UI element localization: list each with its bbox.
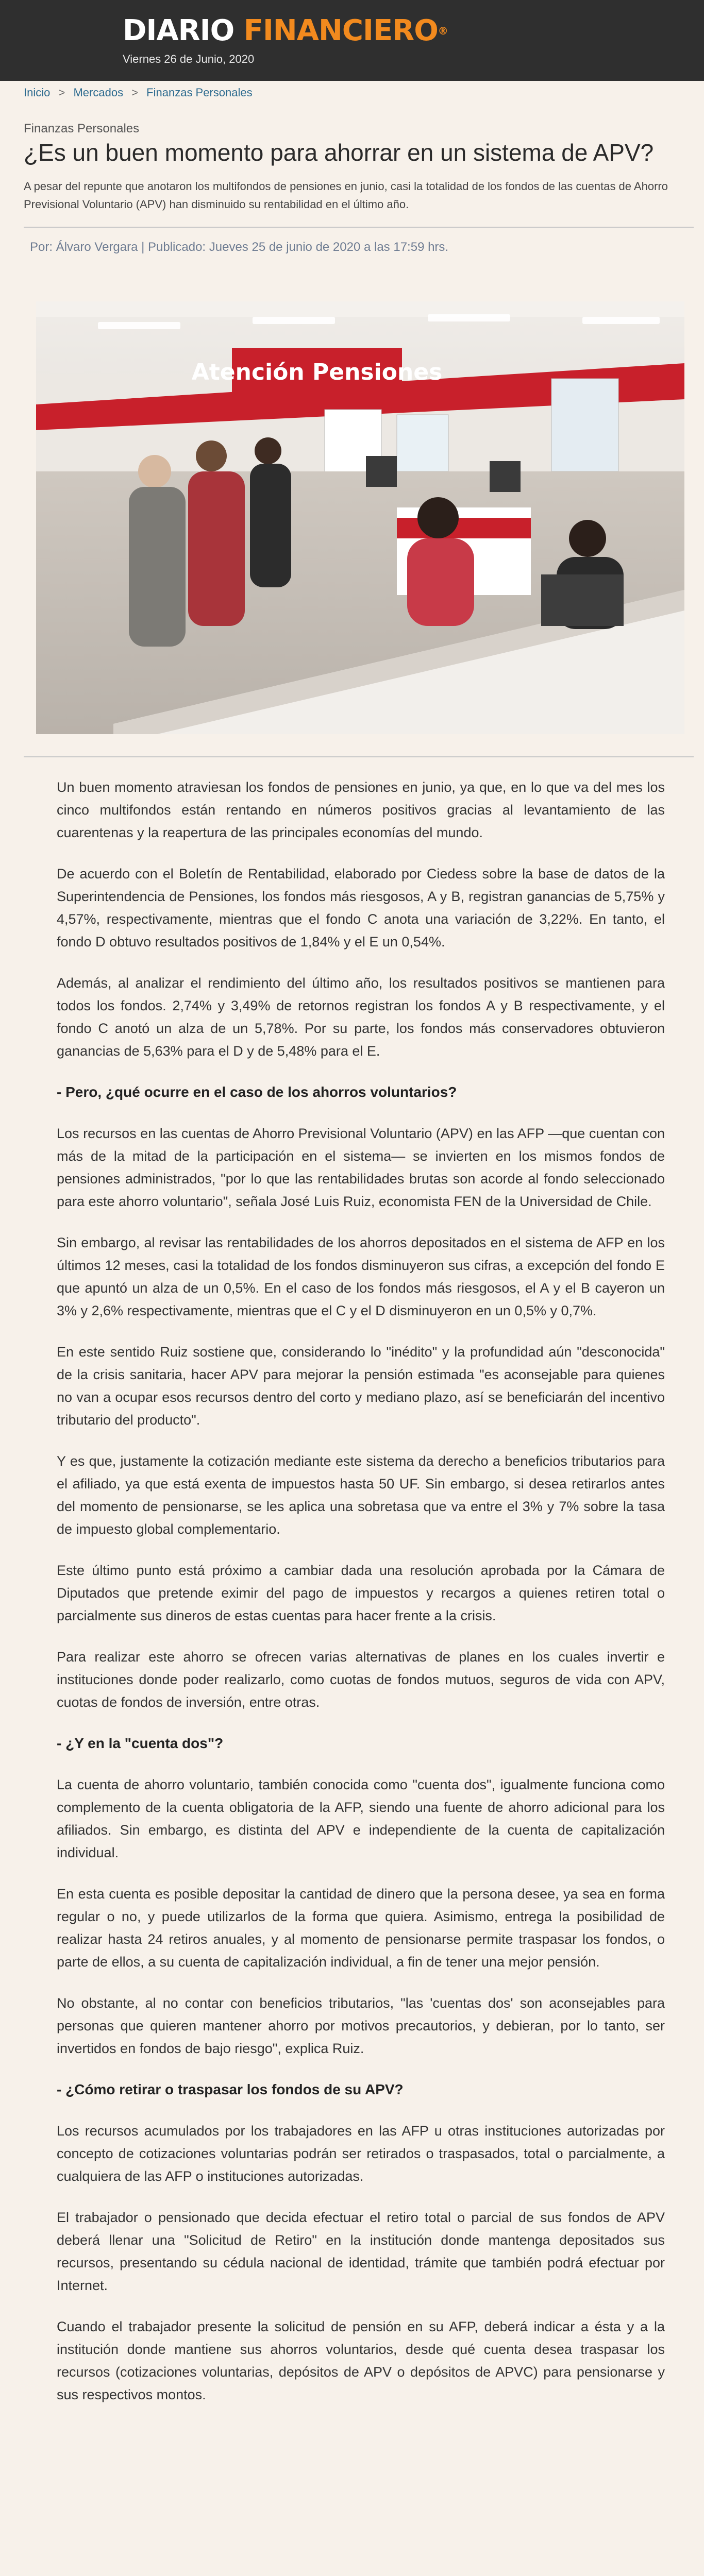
article-paragraph: No obstante, al no contar con beneficios tributarios, "las 'cuentas dos' son aconsejables para personas que quieren mantener ahorro por motivos precautorios, y debieran, por lo tanto, ser invertidos en fondos de bajo riesgo", explica Ruiz. xyxy=(57,1995,665,2056)
article-paragraph: Los recursos en las cuentas de Ahorro Previsional Voluntario (APV) en las AFP —que cuentan con más de la mitad de la participación en el sistema— se invierten en los mismos fondos de pensiones administrados, "por lo que las rentabilidades brutas son acorde al fondo seleccionado para este ahorro voluntario", señala José Luis Ruiz, economista FEN de la Universidad de Chile. xyxy=(57,1126,665,1209)
divider xyxy=(24,227,694,228)
article-paragraph: En esta cuenta es posible depositar la cantidad de dinero que la persona desee, ya sea en forma regular o no, y puede utilizarlos de la forma que quiera. Asimismo, entrega la posibilidad de realizar hasta 24 retiros anuales, y al momento de pensionarse permite traspasar los fondos, o parte de ellos, a su cuenta de capitalización individual, a fin de tener una mejor pensión. xyxy=(57,1886,665,1970)
article-title: ¿Es un buen momento para ahorrar en un sistema de APV? xyxy=(24,139,654,166)
article-paragraph: Para realizar este ahorro se ofrecen varias alternativas de planes en los cuales invertir e instituciones donde poder realizarlo, como cuotas de fondos mutuos, seguros de vida con APV, cuotas de fondos de inversión, entre otras. xyxy=(57,1649,665,1710)
article-paragraph: El trabajador o pensionado que decida efectuar el retiro total o parcial de sus fondos de APV deberá llenar una "Solicitud de Retiro" en la institución donde mantenga depositados sus recursos, presentando su cédula nacional de identidad, trámite que también podrá efectuar por Internet. xyxy=(57,2210,665,2293)
article-paragraph: Y es que, justamente la cotización mediante este sistema da derecho a beneficios tributarios para el afiliado, ya que está exenta de impuestos hasta 50 UF. Sin embargo, si desea retirarlos antes del momento de pensionarse, se les aplica una sobretasa que va entre el 3% y 7% sobre la tasa de impuesto global complementario. xyxy=(57,1453,665,1537)
breadcrumb-separator: > xyxy=(131,86,139,99)
breadcrumb-mercados[interactable]: Mercados xyxy=(73,86,124,99)
logo-registered-mark: ® xyxy=(438,25,448,37)
site-header xyxy=(0,0,704,81)
article-body xyxy=(57,757,665,2406)
breadcrumb xyxy=(24,86,253,99)
logo-text-diario: DIARIO xyxy=(123,14,244,47)
article-paragraph: Este último punto está próximo a cambiar dada una resolución aprobada por la Cámara de Diputados que pretende eximir del pago de impuestos y recargos a quienes retiren total o parcialmente sus dineros de estas cuentas para hacer frente a la crisis. xyxy=(57,1563,665,1623)
breadcrumb-inicio[interactable]: Inicio xyxy=(24,86,51,99)
article-subheading: - ¿Cómo retirar o traspasar los fondos de su APV? xyxy=(57,2081,404,2097)
article-paragraph: Sin embargo, al revisar las rentabilidades de los ahorros depositados en el sistema de AFP en los últimos 12 meses, casi la totalidad de los fondos disminuyeron sus cifras, a excepción del fondo E que apuntó un alza de un 0,5%. En el caso de los fondos más riesgosos, el A y el B cayeron un 3% y 2,6% respectivamente, mientras que el C y el D disminuyeron en un 0,5% y 0,7%. xyxy=(57,1235,665,1318)
article-paragraph: Los recursos acumulados por los trabajadores en las AFP u otras instituciones autorizadas por concepto de cotizaciones voluntarias podrán ser retirados o traspasados, total o parcialmente, a cualquiera de las AFP o instituciones autorizadas. xyxy=(57,2123,665,2184)
photo-sign-text: Atención Pensiones xyxy=(191,359,443,385)
article-subheading: - Pero, ¿qué ocurre en el caso de los ahorros voluntarios? xyxy=(57,1084,457,1100)
article-byline: Por: Álvaro Vergara | Publicado: Jueves 25 de junio de 2020 a las 17:59 hrs. xyxy=(30,240,449,254)
breadcrumb-separator: > xyxy=(58,86,65,99)
article-photo xyxy=(36,301,684,734)
site-logo[interactable] xyxy=(123,15,448,46)
article-deck: A pesar del repunte que anotaron los multifondos de pensiones en junio, casi la totalidad de los fondos de las cuentas de Ahorro Previsional Voluntario (APV) han disminuido su rentabilidad en el último año. xyxy=(24,180,668,211)
article-paragraph: Además, al analizar el rendimiento del último año, los resultados positivos se mantienen para todos los fondos. 2,74% y 3,49% de retornos registran los fondos A y B respectivamente, y el fondo C anotó un alza de un 5,78%. Por su parte, los fondos más conservadores obtuvieron ganancias de 5,63% para el D y de 5,48% para el E. xyxy=(57,975,665,1059)
breadcrumb-finanzas-personales[interactable]: Finanzas Personales xyxy=(146,86,253,99)
article-paragraph: Cuando el trabajador presente la solicitud de pensión en su AFP, deberá indicar a ésta y a la institución donde mantiene sus ahorros voluntarios, desde qué cuenta desea traspasar los recursos (cotizaciones voluntarias, depósitos de APV o depósitos de APVC) para pensionarse y sus respectivos montos. xyxy=(57,2319,665,2402)
article-paragraph: Un buen momento atraviesan los fondos de pensiones en junio, ya que, en lo que va del mes los cinco multifondos están rentando en números positivos gracias al levantamiento de las cuarentenas y la reapertura de las principales economías del mundo. xyxy=(57,779,665,840)
article-paragraph: La cuenta de ahorro voluntario, también conocida como "cuenta dos", igualmente funciona como complemento de la cuenta obligatoria de la AFP, siendo una fuente de ahorro adicional para los afiliados. Sin embargo, es distinta del APV e independiente de la cuenta de capitalización individual. xyxy=(57,1777,665,1860)
photo-icon xyxy=(36,301,684,734)
article-subheading: - ¿Y en la "cuenta dos"? xyxy=(57,1735,224,1751)
article-paragraph: De acuerdo con el Boletín de Rentabilidad, elaborado por Ciedess sobre la base de datos de la Superintendencia de Pensiones, los fondos más riesgosos, A y B, registran ganancias de 5,75% y 4,57%, respectivamente, mientras que el fondo C anota una variación de 3,22%. En tanto, el fondo D obtuvo resultados positivos de 1,84% y el E un 0,54%. xyxy=(57,866,665,950)
header-date: Viernes 26 de Junio, 2020 xyxy=(123,53,255,65)
article-paragraph: En este sentido Ruiz sostiene que, considerando lo "inédito" y la profundidad aún "desconocida" de la crisis sanitaria, hacer APV para mejorar la pensión estimada "es aconsejable para quienes no van a ocupar esos recursos dentro del corto y mediano plazo, así se beneficiarán del incentivo tributario del producto". xyxy=(57,1344,665,1428)
logo-text-financiero: FINANCIERO xyxy=(243,14,438,47)
section-label: Finanzas Personales xyxy=(24,122,140,135)
